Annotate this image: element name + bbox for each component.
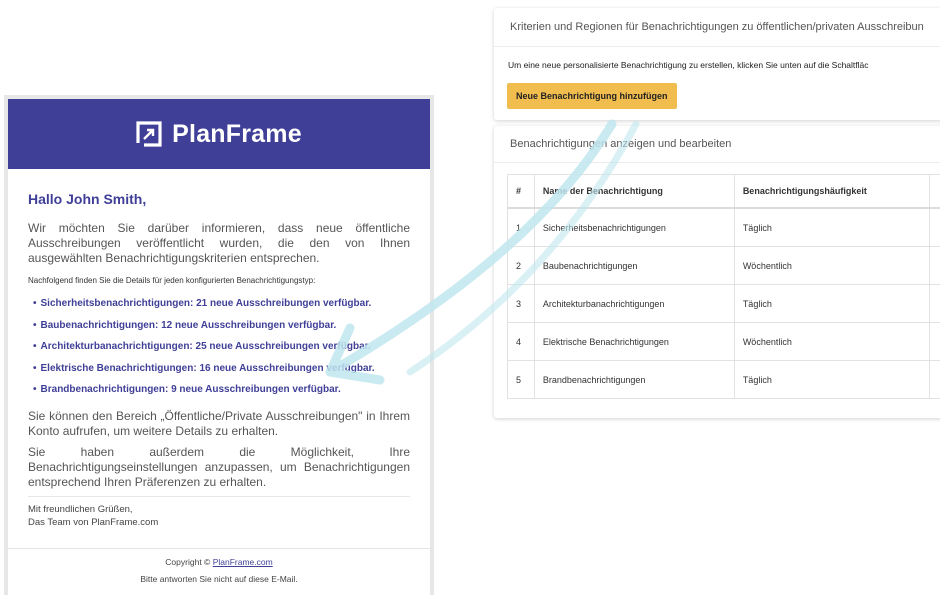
intro-text: Wir möchten Sie darüber informieren, dass neue öffentliche Ausschreibungen veröffentlicht wurden, die den von Ihnen ausgewählten Benachrichtigungskriterien entsprechen. [28,221,410,265]
alerts-panel-title: Benachrichtigungen anzeigen und bearbeiten [494,126,940,163]
row-frequency: Wöchentlich [734,247,929,285]
notification-type-list [28,293,410,401]
divider [28,496,410,497]
copyright-text: Copyright © [165,557,211,567]
column-header-number: # [508,175,535,209]
row-name: Brandbenachrichtigungen [534,361,734,399]
row-number: 2 [508,247,535,285]
criteria-description: Um eine neue personalisierte Benachrichtigung zu erstellen, klicken Sie unten auf die Schaltfläc [508,60,869,70]
table-row[interactable] [508,208,940,247]
details-note: Nachfolgend finden Sie die Details für jeden konfigurierten Benachrichtigungstyp: [28,276,316,285]
no-reply-note: Bitte antworten Sie nicht auf diese E-Mail. [140,574,298,584]
list-item: • Sicherheitsbenachrichtigungen: 21 neue Ausschreibungen verfügbar. [28,293,410,315]
row-frequency: Täglich [734,285,929,323]
row-number: 5 [508,361,535,399]
row-extra [930,247,940,285]
row-name: Architekturbanachrichtigungen [534,285,734,323]
brand-name: PlanFrame [172,119,302,148]
table-row[interactable] [508,247,940,285]
row-extra [930,285,940,323]
alerts-table [507,174,940,399]
column-header-name: Name der Benachrichtigung [534,175,734,209]
copyright [8,557,430,567]
signature-line: Mit freundlichen Grüßen, [28,503,133,515]
table-row[interactable] [508,323,940,361]
list-item: • Baubenachrichtigungen: 12 neue Ausschreibungen verfügbar. [28,315,410,337]
row-extra [930,323,940,361]
row-frequency: Täglich [734,208,929,247]
list-item: • Brandbenachrichtigungen: 9 neue Ausschreibungen verfügbar. [28,379,410,401]
list-item: • Architekturbanachrichtigungen: 25 neue Ausschreibungen verfügbar. [28,336,410,358]
row-extra [930,361,940,399]
alerts-panel [494,126,940,418]
table-row[interactable] [508,285,940,323]
row-name: Sicherheitsbenachrichtigungen [534,208,734,247]
brand-logo [136,120,302,149]
row-extra [930,208,940,247]
column-header-frequency: Benachrichtigungshäufigkeit [734,175,929,209]
signature-team: Das Team von PlanFrame.com [28,516,159,528]
settings-paragraph: Sie haben außerdem die Möglichkeit, Ihre Benachrichtigungseinstellungen anzupassen, um Benachrichtigungen entsprechend Ihren Präferenzen zu erhalten. [28,444,410,489]
list-item: • Elektrische Benachrichtigungen: 16 neue Ausschreibungen verfügbar. [28,358,410,380]
table-row[interactable] [508,361,940,399]
column-header-extra [930,175,940,209]
planframe-logo-icon [136,121,162,147]
row-name: Baubenachrichtigungen [534,247,734,285]
row-frequency: Täglich [734,361,929,399]
row-name: Elektrische Benachrichtigungen [534,323,734,361]
criteria-panel-title: Kriterien und Regionen für Benachrichtigungen zu öffentlichen/privaten Ausschreibun [494,8,940,47]
row-number: 4 [508,323,535,361]
account-paragraph: Sie können den Bereich „Öffentliche/Private Ausschreibungen" in Ihrem Konto aufrufen, um weitere Details zu erhalten. [28,408,410,438]
email-card [8,99,430,595]
row-frequency: Wöchentlich [734,323,929,361]
email-footer [8,548,430,595]
email-header [8,99,430,169]
row-number: 1 [508,208,535,247]
email-body [8,169,430,529]
planframe-link[interactable]: PlanFrame.com [212,557,273,567]
email-preview [4,95,434,595]
row-number: 3 [508,285,535,323]
table-header-row [508,175,940,209]
signature [28,503,410,529]
greeting: Hallo John Smith, [28,191,147,207]
criteria-panel [494,8,940,120]
add-notification-button[interactable]: Neue Benachrichtigung hinzufügen [507,83,677,109]
